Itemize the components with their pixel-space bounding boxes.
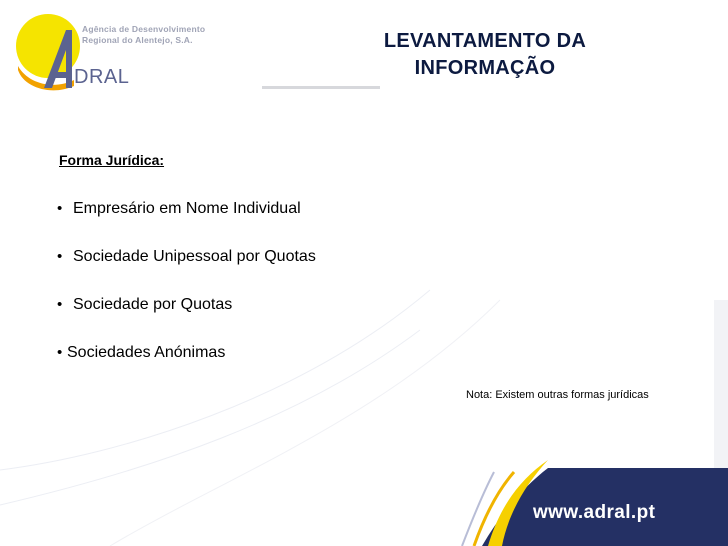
agency-line-2: Regional do Alentejo, S.A. (82, 35, 193, 45)
list-item-label: Sociedades Anónimas (67, 344, 226, 361)
legal-forms-list (57, 195, 316, 387)
section-label: Forma Jurídica: (59, 152, 165, 168)
bullet-icon: • (57, 200, 63, 217)
bullet-icon: • (57, 248, 63, 265)
footnote: Nota: Existem outras formas jurídicas (466, 389, 649, 401)
title-line-1: LEVANTAMENTO DA (383, 30, 587, 52)
agency-name (82, 24, 205, 46)
list-item-label: Empresário em Nome Individual (73, 200, 301, 217)
list-item (57, 195, 316, 243)
bullet-icon: • (57, 296, 63, 313)
title-line-2: INFORMAÇÃO (414, 57, 556, 79)
agency-line-1: Agência de Desenvolvimento (82, 24, 206, 34)
adral-logo (14, 14, 244, 94)
list-item-label: Sociedade Unipessoal por Quotas (73, 248, 316, 265)
footer-url-link[interactable]: www.adral.pt (533, 502, 656, 523)
brand-wordmark: DRAL (74, 66, 130, 88)
list-item-label: Sociedade por Quotas (73, 296, 233, 313)
bullet-icon: • (57, 344, 63, 361)
list-item (57, 339, 316, 387)
list-item (57, 243, 316, 291)
page-title (340, 28, 630, 82)
list-item (57, 291, 316, 339)
title-divider (262, 86, 380, 89)
